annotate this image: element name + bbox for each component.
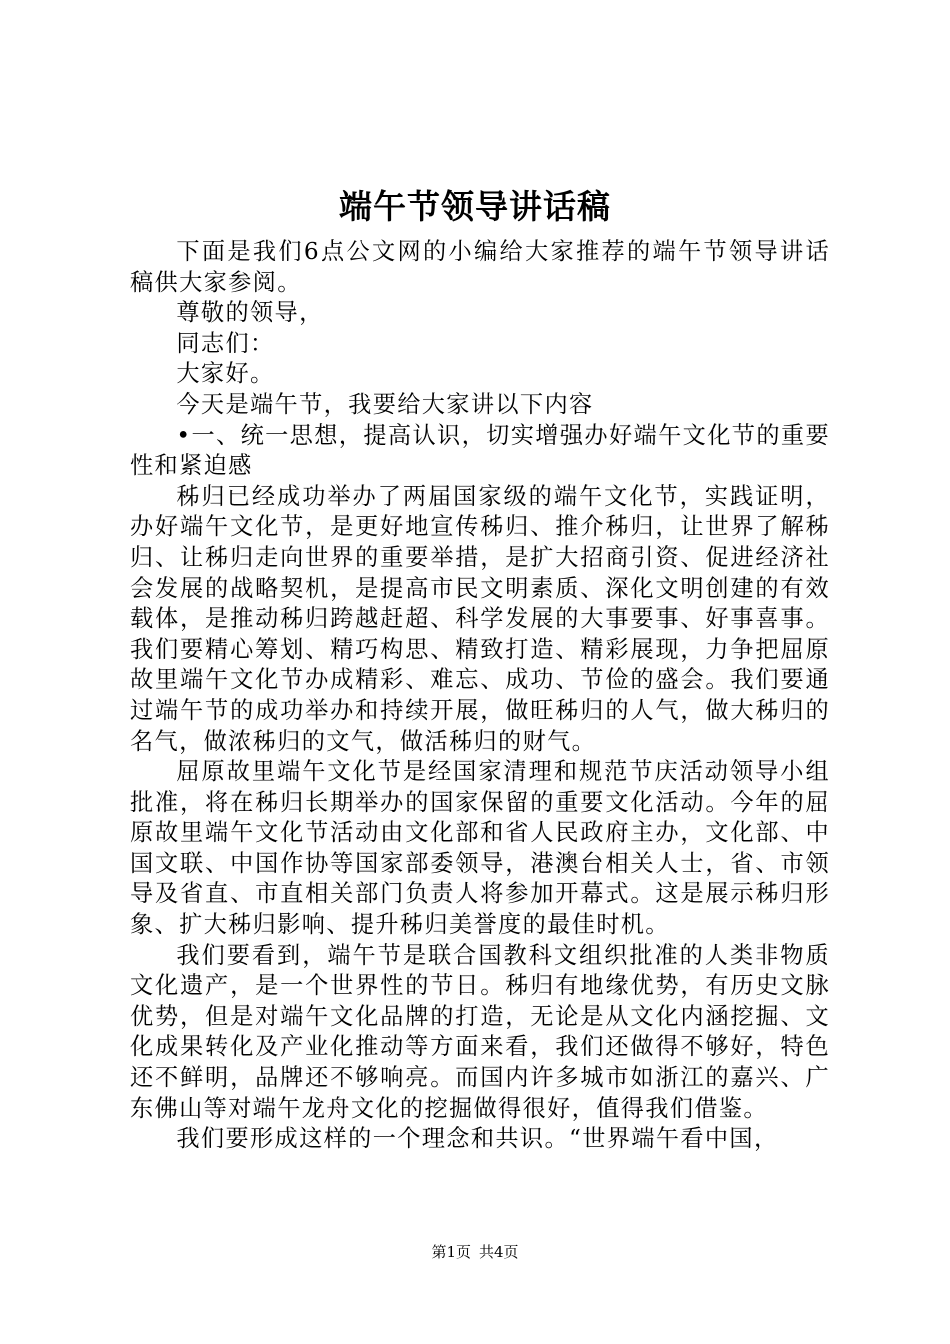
paragraph-salutation: 尊敬的领导， <box>176 299 324 327</box>
paragraph-section-heading: •一、统一思想，提高认识，切实增强办好端午文化节的重要性和紧迫感 <box>130 421 830 480</box>
page-footer <box>0 1242 950 1262</box>
document-title: 端午节领导讲话稿 <box>339 187 611 226</box>
document-body <box>130 237 830 1155</box>
paragraph-greeting: 大家好。 <box>176 360 275 388</box>
paragraph-body-3: 我们要看到，端午节是联合国教科文组织批准的人类非物质文化遗产，是一个世界性的节日。秭归有地缘优势，有历史文脉优势，但是对端午文化品牌的打造，无论是从文化内涵挖掘、文化成果转化及产业化推动等方面来看，我们还做得不够好，特色还不鲜明，品牌还不够响亮。而国内许多城市如浙江的嘉兴、广东佛山等对端午龙舟文化的挖掘做得很好，值得我们借鉴。 <box>130 941 830 1122</box>
page-total: 共4页 <box>479 1243 519 1261</box>
paragraph-comrades: 同志们： <box>176 329 275 357</box>
paragraph-body-1: 秭归已经成功举办了两届国家级的端午文化节，实践证明，办好端午文化节，是更好地宣传秭归、推介秭归，让世界了解秭归、让秭归走向世界的重要举措，是扩大招商引资、促进经济社会发展的战略契机，是提高市民文明素质、深化文明创建的有效载体，是推动秭归跨越赶超、科学发展的大事要事、好事喜事。我们要精心筹划、精巧构思、精致打造、精彩展现，力争把屈原故里端午文化节办成精彩、难忘、成功、节俭的盛会。我们要通过端午节的成功举办和持续开展，做旺秭归的人气，做大秭归的名气，做浓秭归的文气，做活秭归的财气。 <box>130 482 830 755</box>
paragraph-body-4: 我们要形成这样的一个理念和共识。“世界端午看中国， <box>176 1125 779 1153</box>
paragraph-topic: 今天是端午节，我要给大家讲以下内容 <box>176 390 594 418</box>
paragraph-body-2: 屈原故里端午文化节是经国家清理和规范节庆活动领导小组批准，将在秭归长期举办的国家保留的重要文化活动。今年的屈原故里端午文化节活动由文化部和省人民政府主办，文化部、中国文联、中国作协等国家部委领导，港澳台相关人士，省、市领导及省直、市直相关部门负责人将参加开幕式。这是展示秭归形象、扩大秭归影响、提升秭归美誉度的最佳时机。 <box>130 758 830 939</box>
page-number: 第1页 <box>431 1243 471 1261</box>
paragraph-intro: 下面是我们6点公文网的小编给大家推荐的端午节领导讲话稿供大家参阅。 <box>130 238 830 296</box>
